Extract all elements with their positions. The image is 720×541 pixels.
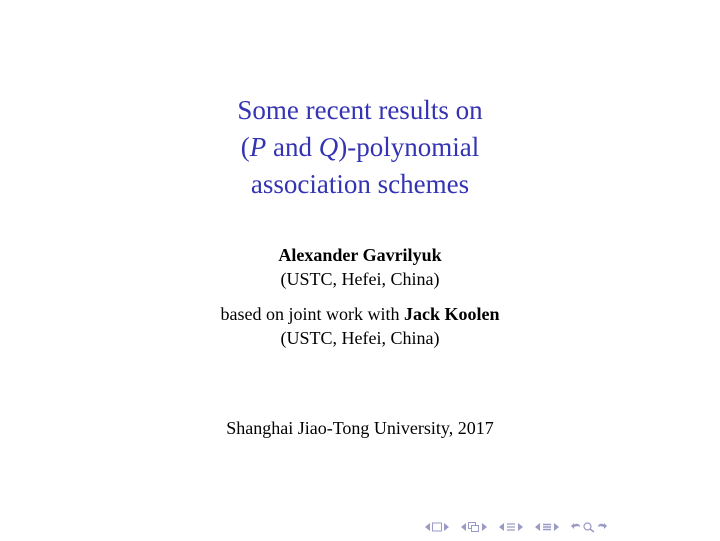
beamer-navigation-bar bbox=[424, 520, 618, 534]
coauthor-affiliation: (USTC, Hefei, China) bbox=[280, 328, 440, 348]
document-prev-icon[interactable] bbox=[534, 521, 541, 533]
forward-icon[interactable] bbox=[596, 521, 608, 533]
author-name: Alexander Gavrilyuk bbox=[278, 245, 442, 265]
venue-date: Shanghai Jiao-Tong University, 2017 bbox=[226, 418, 494, 438]
section-next-icon[interactable] bbox=[517, 521, 524, 533]
nav-group-frame bbox=[424, 521, 450, 533]
frame-next-icon[interactable] bbox=[443, 521, 450, 533]
author-affiliation: (USTC, Hefei, China) bbox=[280, 269, 440, 289]
frame-icon[interactable] bbox=[431, 521, 443, 533]
title-line-1: Some recent results on bbox=[237, 95, 483, 125]
title-math-q: Q bbox=[318, 132, 339, 162]
subsection-next-icon[interactable] bbox=[481, 521, 488, 533]
subsection-icon[interactable] bbox=[467, 521, 481, 533]
back-icon[interactable] bbox=[570, 521, 582, 533]
section-icon[interactable] bbox=[505, 521, 517, 533]
joint-work-prefix: based on joint work with bbox=[220, 304, 404, 324]
nav-group-subsection bbox=[460, 521, 488, 533]
slide-title bbox=[0, 92, 720, 203]
title-paren-open: ( bbox=[240, 132, 250, 162]
nav-group-search bbox=[570, 521, 608, 533]
title-polynomial: )-polynomial bbox=[338, 132, 480, 162]
nav-group-document bbox=[534, 521, 560, 533]
title-and: and bbox=[266, 132, 319, 162]
section-prev-icon[interactable] bbox=[498, 521, 505, 533]
title-line-2 bbox=[0, 129, 720, 166]
document-icon[interactable] bbox=[541, 521, 553, 533]
coauthor-name: Jack Koolen bbox=[403, 304, 500, 324]
author-block bbox=[0, 243, 720, 291]
subsection-prev-icon[interactable] bbox=[460, 521, 467, 533]
joint-work-block bbox=[0, 302, 720, 350]
search-icon[interactable] bbox=[582, 521, 596, 533]
joint-work-line bbox=[0, 302, 720, 326]
frame-prev-icon[interactable] bbox=[424, 521, 431, 533]
nav-group-section bbox=[498, 521, 524, 533]
title-line-3: association schemes bbox=[250, 169, 470, 199]
document-next-icon[interactable] bbox=[553, 521, 560, 533]
title-math-p: P bbox=[249, 132, 267, 162]
